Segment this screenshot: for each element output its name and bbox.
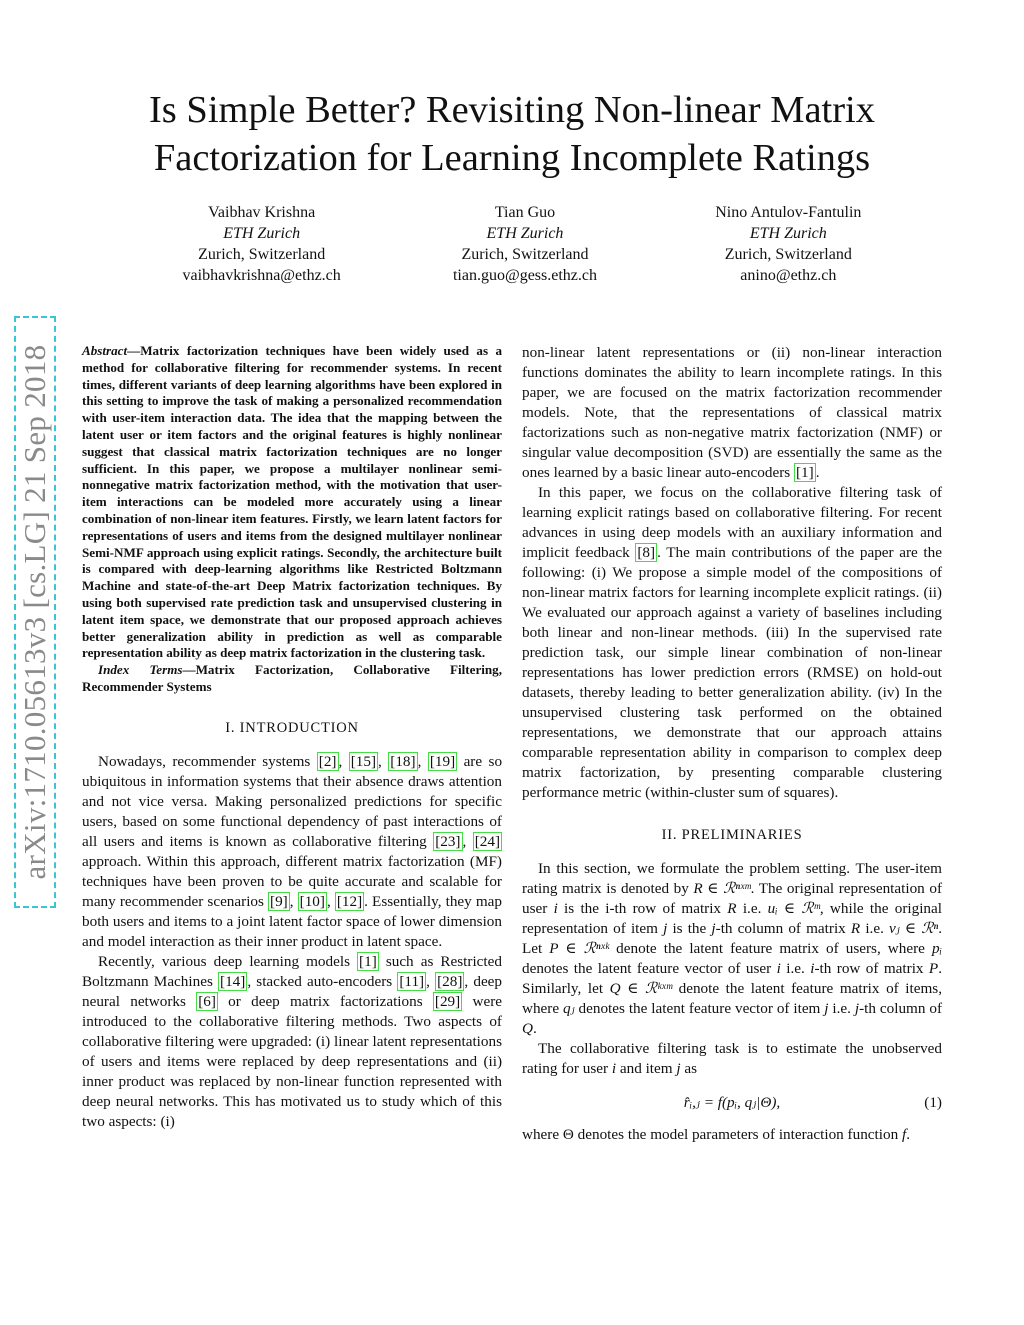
- author-location: Zurich, Switzerland: [198, 246, 326, 263]
- author-location: Zurich, Switzerland: [724, 246, 852, 263]
- abstract-text: —Matrix factorization techniques have been widely used as a method for collaborative filtering for recommender systems. In recent times, different variants of deep learning algorithms have been explored in this setting to improve the task of making a personalized recommendation with user-item interaction data. The idea that the mapping between the latent user or item factors and the original features is highly nonlinear suggest that classical matrix factorization techniques are no longer sufficient. In this paper, we propose a multilayer nonlinear semi-nonnegative matrix factorization method, with the motivation that user-item interactions can be modeled more accurately using a linear combination of non-linear item features. Firstly, we learn latent factors for representations of users and items from the designed multilayer nonlinear Semi-NMF approach using explicit ratings. Secondly, the architecture built is compared with deep-learning algorithms like Restricted Boltzmann Machine and state-of-the-art Deep Matrix factorization techniques. By using both supervised rate prediction task and unsupervised clustering in latent item space, we demonstrate that our proposed approach achieves better generalization ability in prediction as well as comparable representation ability as deep matrix factorization in the clustering task.: [82, 343, 502, 661]
- text-run: i.e.: [780, 960, 811, 977]
- text-run: . Similarly, let: [522, 960, 942, 997]
- left-column: [82, 343, 502, 1132]
- text-run: ,: [289, 892, 298, 910]
- text-run: and item: [616, 1060, 677, 1077]
- math-inline: j: [824, 1000, 829, 1017]
- math-inline: pᵢ: [931, 940, 942, 957]
- math-inline: j: [663, 920, 668, 937]
- text-run: ,: [338, 752, 349, 770]
- text-run: i.e.: [736, 900, 768, 917]
- section-heading-introduction: I. INTRODUCTION: [225, 719, 359, 736]
- text-run: is the i-th row of matrix: [557, 900, 728, 917]
- text-run: . Let: [522, 920, 942, 957]
- prelim-paragraph-3: [522, 1125, 942, 1145]
- intro-paragraph-1: [82, 752, 502, 952]
- text-run: is the: [667, 920, 712, 937]
- math-inline: j: [854, 1000, 860, 1017]
- author-affiliation: ETH Zurich: [749, 225, 827, 242]
- author-name: Nino Antulov-Fantulin: [715, 204, 862, 221]
- abstract-label: Abstract: [82, 343, 128, 358]
- equation-body: r̂ᵢ,ⱼ = f(pᵢ, qⱼ|Θ),: [683, 1094, 781, 1111]
- section-heading-preliminaries: II. PRELIMINARIES: [661, 827, 803, 843]
- contributions-paragraph: [522, 483, 942, 803]
- author-email: tian.guo@gess.ethz.ch: [452, 267, 597, 284]
- text-run: are so ubiquitous in information systems that their absence draws attention and not vice versa. Making personalized predictions for specific users, based on some functional dependency of past interactions of all users and items is known as collaborative filtering: [82, 752, 503, 850]
- text-run: ,: [326, 892, 335, 910]
- text-run: In this section, we formulate the problem setting. The user-item rating matrix is denoted by: [522, 860, 942, 897]
- text-run: -th row of matrix: [814, 960, 929, 977]
- text-run: where Θ denotes the model parameters of interaction function: [522, 1126, 902, 1143]
- text-run: .: [815, 464, 820, 481]
- citation-link[interactable]: [19]: [429, 752, 456, 770]
- text-run: , deep neural networks: [82, 972, 503, 1010]
- author-email: vaibhavkrishna@ethz.ch: [182, 267, 341, 284]
- author-email: anino@ethz.ch: [740, 267, 837, 284]
- index-terms: [82, 662, 502, 696]
- index-terms-label: Index Terms: [98, 662, 183, 678]
- text-run: Nowadays, recommender systems: [98, 752, 317, 770]
- text-run: ,: [378, 752, 389, 770]
- text-run: denotes the latent feature vector of item: [574, 1000, 825, 1017]
- text-run: as: [680, 1060, 698, 1077]
- text-run: Recently, various deep learning models: [98, 952, 358, 970]
- citation-link[interactable]: [2]: [318, 752, 337, 770]
- math-inline: i: [810, 960, 815, 977]
- math-inline: i: [553, 900, 558, 917]
- right-paragraph-continued: [522, 343, 942, 483]
- math-inline: P ∈ ℛⁿˣᵏ: [549, 940, 610, 957]
- text-run: . Essentially, they map both users and items to a joint latent factor space of lower dimension and model interaction as their inner product in latent space.: [82, 892, 502, 950]
- citation-link[interactable]: [6]: [198, 992, 216, 1010]
- text-run: or deep matrix factorizations: [217, 992, 433, 1010]
- text-run: -th column of: [859, 1000, 943, 1017]
- citation-link[interactable]: [18]: [390, 752, 416, 770]
- citation-link[interactable]: [23]: [435, 832, 461, 850]
- paper-title: Is Simple Better? Revisiting Non-linear Matrix Factorization for Learning Incomplete Ratings: [148, 89, 875, 179]
- math-inline: f: [901, 1126, 907, 1143]
- citation-link[interactable]: [10]: [299, 892, 325, 910]
- math-inline: R: [727, 900, 737, 917]
- citation-link[interactable]: [1]: [359, 952, 377, 970]
- citation-link[interactable]: [11]: [399, 972, 425, 990]
- text-run: .: [906, 1126, 911, 1143]
- math-inline: R ∈ ℛⁿˣᵐ: [693, 880, 751, 897]
- author-affiliation: ETH Zurich: [223, 225, 301, 242]
- text-run: , stacked auto-encoders: [247, 972, 398, 990]
- arxiv-sidebar: [14, 316, 56, 908]
- text-run: denotes the latent feature vector of user: [522, 960, 777, 977]
- abstract: [82, 343, 502, 662]
- math-inline: j: [676, 1060, 681, 1077]
- equation-number: (1): [924, 1094, 942, 1111]
- text-run: i.e.: [860, 920, 890, 937]
- equation-1: [522, 1089, 942, 1119]
- math-inline: j: [711, 920, 716, 937]
- author-3: [657, 202, 920, 286]
- math-inline: Q: [522, 1020, 533, 1037]
- text-run: such as Restricted Boltzmann Machines: [82, 952, 502, 990]
- author-affiliation: ETH Zurich: [486, 225, 564, 242]
- author-1: [130, 202, 393, 286]
- math-inline: i: [611, 1060, 617, 1077]
- prelim-paragraph-1: [522, 859, 942, 1039]
- text-run: . The main contributions of the paper are the following: (i) We propose a simple model of the compositions of non-linear matrix factors for learning incomplete explicit ratings. (ii) We evaluated our approach against a variety of baselines including both linear and non-linear methods. (iii) In the supervised rate prediction task, our simple linear combination of non-linear representations has lower prediction errors (RMSE) on hold-out datasets, thereby leading to better generalization ability. (iv) In the unsupervised clustering task performed on the obtained representations, we demonstrate that our approach attains comparable representation ability in comparison to complex deep matrix factorization, by presenting comparable clustering performance metric (within-cluster sum of squares).: [522, 544, 942, 801]
- arxiv-identifier: arXiv:1710.05613v3 [cs.LG] 21 Sep 2018: [17, 344, 52, 880]
- math-inline: P: [928, 960, 939, 977]
- citation-link[interactable]: [28]: [437, 972, 463, 990]
- math-inline: uᵢ ∈ ℛᵐ: [767, 900, 820, 917]
- text-run: ,: [417, 752, 428, 770]
- author-2: [393, 202, 656, 286]
- author-location: Zurich, Switzerland: [461, 246, 589, 263]
- citation-link[interactable]: [24]: [474, 832, 501, 850]
- citation-link[interactable]: [14]: [220, 972, 246, 990]
- text-run: ,: [462, 832, 473, 850]
- text-run: non-linear latent representations or (ii) non-linear interaction functions dominates the ability to learn incomplete ratings. In this paper, we are focused on the matrix factorization recommender models. Note, that the representations of classical matrix factorizations such as non-negative matrix factorization (NMF) or singular value decomposition (SVD) are essentially the same as the ones learned by a basic linear auto-encoders: [522, 344, 942, 481]
- author-name: Tian Guo: [494, 204, 556, 221]
- math-inline: qⱼ: [563, 1000, 575, 1017]
- citation-link[interactable]: [15]: [350, 752, 377, 770]
- text-run: denote the latent feature matrix of items, where: [522, 980, 942, 1017]
- citation-link[interactable]: [12]: [336, 892, 363, 910]
- citation-link[interactable]: [9]: [270, 892, 288, 910]
- text-run: approach. Within this approach, different matrix factorization (MF) techniques have been proven to be quite accurate and scalable for many recommender scenarios: [82, 852, 502, 910]
- math-inline: R: [850, 920, 861, 937]
- math-inline: i: [776, 960, 781, 977]
- math-inline: vⱼ ∈ ℛⁿ: [889, 920, 939, 937]
- prelim-paragraph-2: [522, 1039, 942, 1079]
- intro-paragraph-2: [82, 952, 502, 1132]
- text-run: denote the latent feature matrix of users, where: [609, 940, 932, 957]
- text-run: i.e.: [828, 1000, 855, 1017]
- right-column: [522, 343, 942, 1145]
- math-inline: Q ∈ ℛᵏˣᵐ: [609, 980, 673, 997]
- text-run: The collaborative filtering task is to estimate the unobserved rating for user: [522, 1040, 942, 1077]
- text-run: , while the original representation of item: [522, 900, 942, 937]
- citation-link[interactable]: [1]: [796, 464, 814, 481]
- text-run: -th column of matrix: [715, 920, 851, 937]
- text-run: ,: [426, 972, 436, 990]
- text-run: were introduced to the collaborative filtering methods. Two aspects of collaborative filtering were upgraded: (i) linear latent representations of users and items were replaced by deep representations and (ii) inner product was replaced by non-linear function represented with deep neural networks. This has motivated us to study which of this two aspects: (i): [82, 992, 503, 1130]
- author-name: Vaibhav Krishna: [208, 204, 316, 221]
- citation-link[interactable]: [8]: [637, 544, 656, 561]
- author-block: [130, 202, 920, 286]
- citation-link[interactable]: [29]: [434, 992, 461, 1010]
- text-run: In this paper, we focus on the collaborative filtering task of learning explicit ratings based on collaborative filtering. For recent advances in using deep models with an auxiliary information and implicit feedback: [522, 484, 942, 561]
- index-terms-text: —Matrix Factorization, Collaborative Filtering, Recommender Systems: [82, 662, 503, 694]
- text-run: .: [532, 1020, 537, 1037]
- text-run: . The original representation of user: [522, 880, 942, 917]
